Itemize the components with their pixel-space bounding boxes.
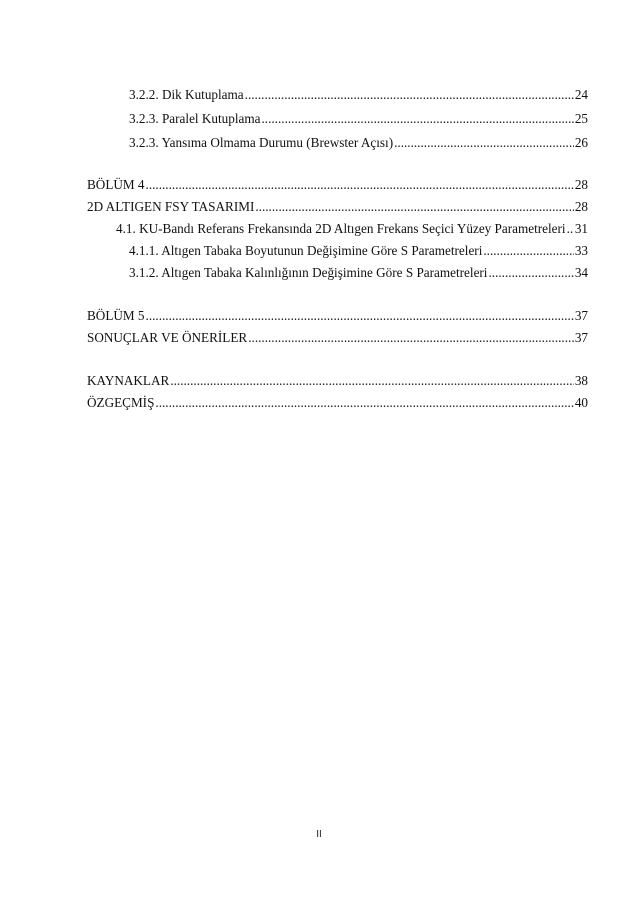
toc-entry-page: 37: [574, 330, 588, 345]
toc-entry-page: 40: [574, 395, 588, 410]
toc-entry-dik-kutuplama[interactable]: [129, 86, 588, 104]
toc-entry-2d-altigen-fsy[interactable]: [87, 198, 588, 216]
toc-entry-page: 33: [574, 243, 588, 258]
toc-entry-label: 2D ALTIGEN FSY TASARIMI: [87, 199, 255, 214]
dot-leader: [170, 372, 574, 390]
toc-entry-label: 3.2.3. Paralel Kutuplama: [129, 111, 261, 126]
toc-entry-page: 28: [574, 177, 588, 192]
dot-leader: [155, 394, 573, 412]
dot-leader: [567, 220, 574, 238]
dot-leader: [146, 176, 574, 194]
toc-entry-bolum-5[interactable]: [87, 307, 588, 325]
toc-entry-page: 34: [574, 265, 588, 280]
toc-entry-page: 38: [574, 373, 588, 388]
toc-entry-label: ÖZGEÇMİŞ: [87, 395, 155, 410]
toc-entry-4-1-1[interactable]: [129, 242, 588, 260]
page-number: II: [316, 829, 322, 840]
dot-leader: [488, 264, 573, 282]
dot-leader: [248, 329, 574, 347]
dot-leader: [394, 134, 574, 152]
toc-entry-4-1[interactable]: [116, 220, 588, 238]
toc-entry-label: 4.1.1. Altıgen Tabaka Boyutunun Değişimine Göre S Parametreleri: [129, 243, 483, 258]
toc-entry-sonuclar[interactable]: [87, 329, 588, 347]
toc-entry-label: 4.1. KU-Bandı Referans Frekansında 2D Altıgen Frekans Seçici Yüzey Parametreleri: [116, 221, 566, 236]
dot-leader: [483, 242, 573, 260]
toc-entry-label: 3.1.2. Altıgen Tabaka Kalınlığının Değişimine Göre S Parametreleri: [129, 265, 488, 280]
toc-entry-label: BÖLÜM 4: [87, 177, 145, 192]
toc-entry-page: 28: [574, 199, 588, 214]
dot-leader: [255, 198, 573, 216]
toc-entry-bolum-4[interactable]: [87, 176, 588, 194]
toc-entry-3-1-2[interactable]: [129, 264, 588, 282]
toc-entry-label: KAYNAKLAR: [87, 373, 170, 388]
toc-entry-paralel-kutuplama[interactable]: [129, 110, 588, 128]
toc-entry-ozgecmis[interactable]: [87, 394, 588, 412]
toc-entry-label: SONUÇLAR VE ÖNERİLER: [87, 330, 248, 345]
dot-leader: [146, 307, 574, 325]
toc-entry-label: 3.2.3. Yansıma Olmama Durumu (Brewster Açısı): [129, 135, 394, 150]
toc-entry-label: BÖLÜM 5: [87, 308, 145, 323]
dot-leader: [261, 110, 573, 128]
toc-entry-kaynaklar[interactable]: [87, 372, 588, 390]
toc-entry-page: 25: [574, 111, 588, 126]
dot-leader: [245, 86, 574, 104]
toc-entry-page: 31: [574, 221, 588, 236]
toc-entry-page: 37: [574, 308, 588, 323]
toc-entry-page: 26: [574, 135, 588, 150]
toc-entry-label: 3.2.2. Dik Kutuplama: [129, 87, 244, 102]
toc-entry-brewster[interactable]: [129, 134, 588, 152]
toc-entry-page: 24: [574, 87, 588, 102]
